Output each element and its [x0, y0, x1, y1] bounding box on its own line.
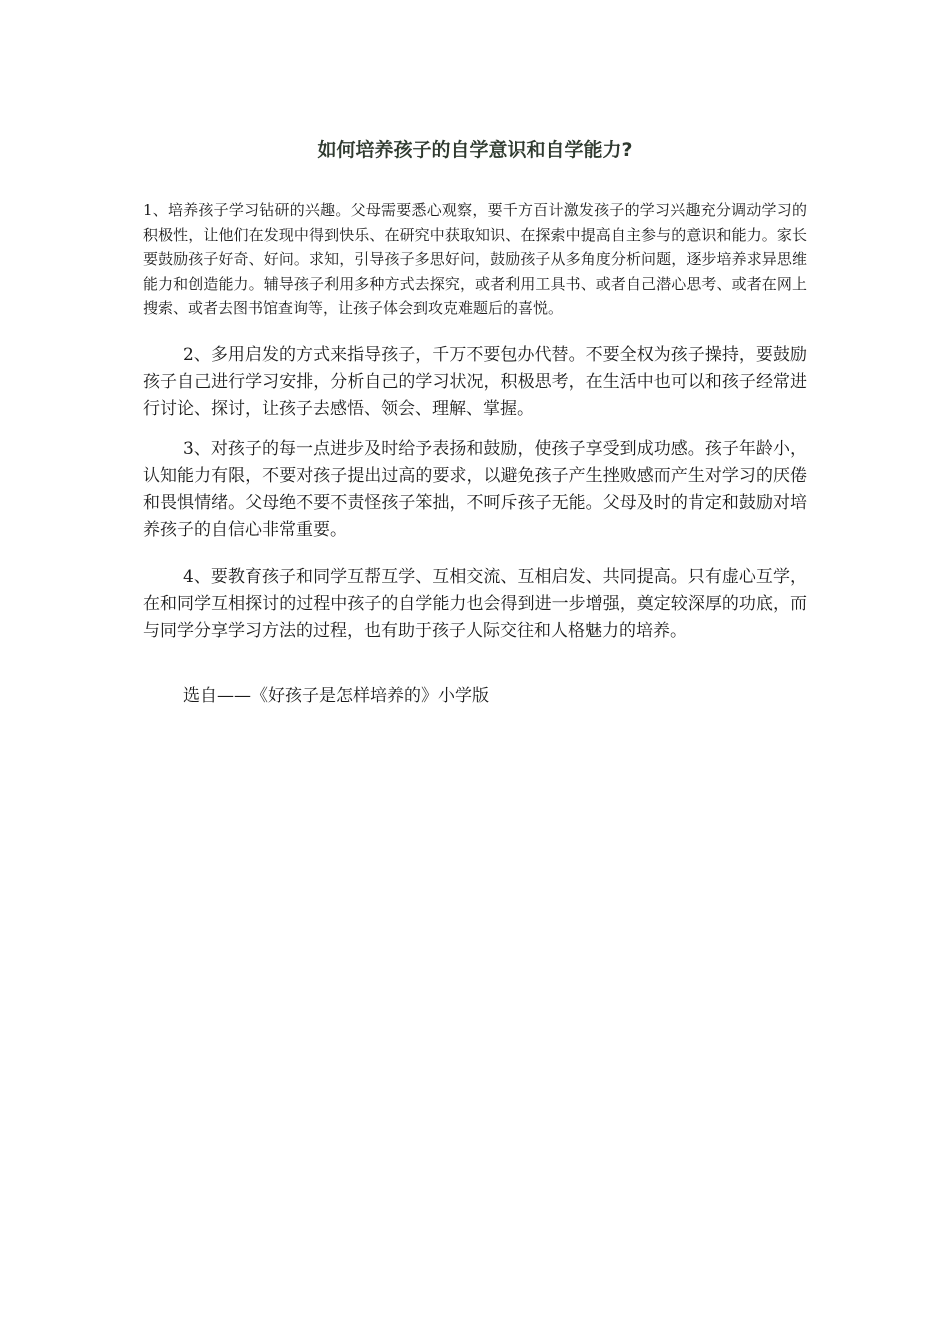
paragraph-2: 2、多用启发的方式来指导孩子，千万不要包办代替。不要全权为孩子操持，要鼓励孩子自己进行学习安排，分析自己的学习状况，积极思考，在生活中也可以和孩子经常进行讨论、探讨，让孩子去感悟、领会、理解、掌握。	[143, 345, 807, 419]
paragraph-3: 3、对孩子的每一点进步及时给予表扬和鼓励，使孩子享受到成功感。孩子年龄小，认知能力有限，不要对孩子提出过高的要求，以避免孩子产生挫败感而产生对学习的厌倦和畏惧情绪。父母绝不要不责怪孩子笨拙，不呵斥孩子无能。父母及时的肯定和鼓励对培养孩子的自信心非常重要。	[143, 439, 807, 540]
paragraph-4: 4、要教育孩子和同学互帮互学、互相交流、互相启发、共同提高。只有虚心互学，在和同学互相探讨的过程中孩子的自学能力也会得到进一步增强，奠定较深厚的功底，而与同学分享学习方法的过程，也有助于孩子人际交往和人格魅力的培养。	[143, 567, 807, 641]
document-title: 如何培养孩子的自学意识和自学能力?	[317, 139, 633, 161]
paragraph-1: 1、培养孩子学习钻研的兴趣。父母需要悉心观察，要千方百计激发孩子的学习兴趣充分调动学习的积极性，让他们在发现中得到快乐、在研究中获取知识、在探索中提高自主参与的意识和能力。家长要鼓励孩子好奇、好问。求知，引导孩子多思好问，鼓励孩子从多角度分析问题，逐步培养求异思维能力和创造能力。辅导孩子利用多种方式去探究，或者利用工具书、或者自己潜心思考、或者在网上搜索、或者去图书馆查询等，让孩子体会到攻克难题后的喜悦。	[143, 201, 807, 317]
source-citation: 选自——《好孩子是怎样培养的》小学版	[183, 686, 489, 706]
